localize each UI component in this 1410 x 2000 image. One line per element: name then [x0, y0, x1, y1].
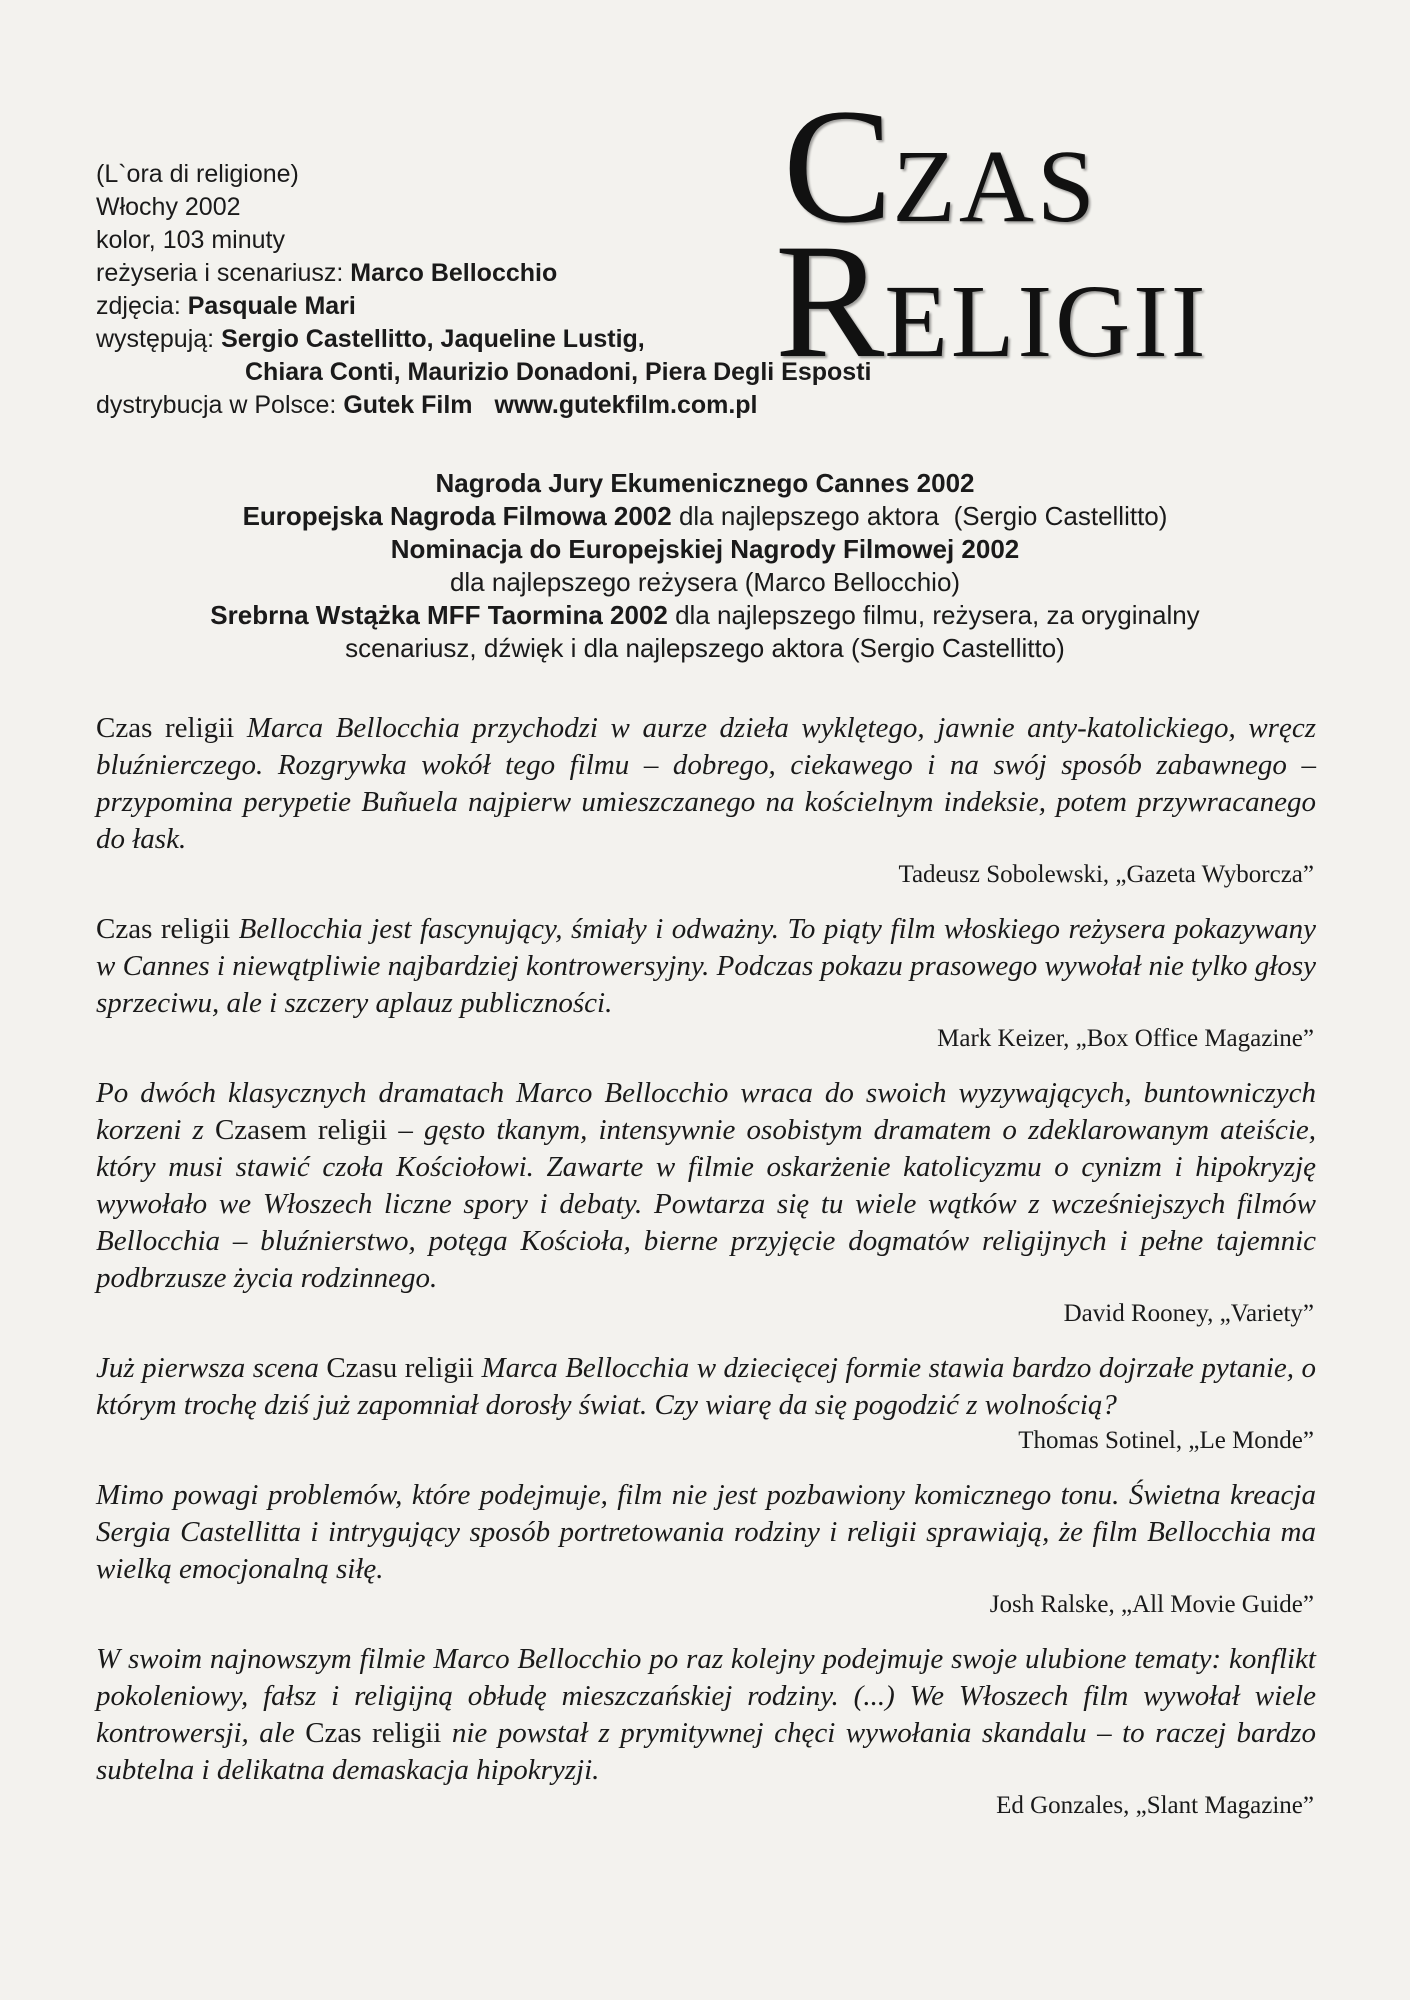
review-film-title: Czas religii	[96, 712, 247, 744]
distribution-row	[96, 389, 1096, 422]
photo-label: zdjęcia:	[96, 292, 188, 320]
review-body: Marca Bellocchia przychodzi w aurze dzieła wyklętego, jawnie anty-katolickiego, wręcz bluźnierczego. Rozgrywka wokół tego filmu – dobrego, ciekawego i na swój sposób zabawnego – przypomina perypetie Buñuela najpierw umieszczanego na kościelnym indeksie, potem przywracanego do łask.	[96, 712, 1316, 855]
cast-line-2: Chiara Conti, Maurizio Donadoni, Piera Degli Esposti	[245, 358, 872, 386]
reviews-block	[96, 710, 1316, 1842]
title-line-2-rest: ELIGII	[884, 264, 1209, 379]
review-text	[96, 1075, 1316, 1297]
award-3	[80, 533, 1330, 566]
award-1	[80, 467, 1330, 500]
award-1-text: Nagroda Jury Ekumenicznego Cannes 2002	[435, 468, 975, 498]
review-source: Thomas Sotinel, „Le Monde”	[1018, 1427, 1314, 1454]
review-body-b: – gęsto tkanym, intensywnie osobistym dramatem o zdeklarowanym ateiście, który musi stawić czoła Kościołowi. Zawarte w filmie oskarżenie katolicyzmu o cynizm i hipokryzję wywołało we Włoszech liczne spory i debaty. Powtarza się tu wiele wątków z wcześniejszych filmów Bellocchia – bluźnierstwo, potęga Kościoła, bierne przyjęcie dogmatów religijnych i pełne tajemnic podbrzusze życia rodzinnego.	[96, 1114, 1316, 1294]
award-4-detail: scenariusz, dźwięk i dla najlepszego aktora (Sergio Castellitto)	[345, 633, 1065, 663]
review-body-b: nie powstał z prymitywnej chęci wywołania skandalu – to raczej bardzo subtelna i delikatna demaskacja hipokryzji.	[96, 1717, 1317, 1786]
review-source: David Rooney, „Variety”	[1063, 1300, 1314, 1327]
review-text	[96, 911, 1316, 1022]
cast-line-1: Sergio Castellitto, Jaqueline Lustig,	[221, 325, 645, 353]
review-source: Josh Ralske, „All Movie Guide”	[989, 1591, 1314, 1618]
cast-row-2	[96, 356, 1096, 389]
photo: Pasquale Mari	[187, 292, 356, 320]
review-body-a: W swoim najnowszym filmie Marco Bellocchio po raz kolejny podejmuje swoje ulubione tematy: konflikt pokoleniowy, fałsz i religijną obłudę mieszczańskiej rodziny. (...) We Włoszech film wywołał wiele kontrowersji, ale	[96, 1643, 1316, 1749]
review-film-title: Czas religii	[305, 1717, 442, 1749]
cast-label: występują:	[96, 325, 222, 353]
review-body: Bellocchia jest fascynujący, śmiały i odważny. To piąty film włoskiego reżysera pokazywany w Cannes i niewątpliwie najbardziej kontrowersyjny. Podczas pokazu prasowego wywołał nie tylko głosy sprzeciwu, ale i szczery aplauz publiczności.	[96, 913, 1316, 1019]
review-body-a: Już pierwsza scena	[96, 1352, 327, 1384]
review-source: Mark Keizer, „Box Office Magazine”	[937, 1025, 1314, 1052]
review	[96, 1641, 1316, 1823]
director-row	[96, 257, 1096, 290]
review-film-title: Czasem religii	[214, 1114, 388, 1146]
distribution-label: dystrybucja w Polsce:	[96, 391, 344, 419]
review-text	[96, 1641, 1316, 1789]
country-year: Włochy 2002	[96, 193, 241, 221]
review	[96, 911, 1316, 1056]
review-film-title: Czas religii	[96, 913, 239, 945]
review-text	[96, 1350, 1316, 1424]
award-4-title: Srebrna Wstążka MFF Taormina 2002	[210, 600, 668, 630]
award-4	[80, 599, 1330, 632]
title-line-1-cap: C	[783, 76, 893, 257]
title-line-2-cap: R	[775, 211, 885, 392]
review-body: Mimo powagi problemów, które podejmuje, film nie jest pozbawiony komicznego tonu. Świetna kreacja Sergia Castellitta i intrygujący sposób portretowania rodziny i religii sprawiają, że film Bellocchia ma wielką emocjonalną siłę.	[96, 1479, 1316, 1585]
review-source: Tadeusz Sobolewski, „Gazeta Wyborcza”	[898, 861, 1314, 888]
award-4-rest: dla najlepszego filmu, reżysera, za oryginalny	[667, 600, 1200, 630]
review-source: Ed Gonzales, „Slant Magazine”	[996, 1792, 1314, 1819]
review	[96, 1350, 1316, 1458]
review	[96, 1477, 1316, 1622]
review-body-a: Po dwóch klasycznych dramatach Marco Bellocchio wraca do swoich wyzywających, buntowniczych korzeni z	[96, 1077, 1316, 1146]
director-label: reżyseria i scenariusz:	[96, 259, 351, 287]
review	[96, 1075, 1316, 1331]
cast-row	[96, 323, 1096, 356]
website: www.gutekfilm.com.pl	[494, 391, 758, 419]
review-film-title: Czasu religii	[326, 1352, 474, 1384]
award-2-rest: dla najlepszego aktora (Sergio Castellitto)	[671, 501, 1168, 531]
distributor: Gutek Film	[343, 391, 473, 419]
title-line-1-rest: ZAS	[892, 129, 1098, 244]
review	[96, 710, 1316, 892]
award-3-detail: dla najlepszego reżysera (Marco Bellocchio)	[449, 567, 961, 597]
review-text	[96, 1477, 1316, 1588]
award-3-title: Nominacja do Europejskiej Nagrody Filmowej 2002	[390, 534, 1020, 564]
director: Marco Bellocchio	[350, 259, 558, 287]
award-2	[80, 500, 1330, 533]
review-body-b: Marca Bellocchia w dziecięcej formie stawia bardzo dojrzałe pytanie, o którym trochę dziś już zapomniał dorosły świat. Czy wiarę da się pogodzić z wolnością?	[96, 1352, 1316, 1421]
credits-block	[96, 158, 1096, 422]
format: kolor, 103 minuty	[96, 226, 285, 254]
awards-block	[80, 467, 1330, 665]
review-text	[96, 710, 1316, 858]
photo-row	[96, 290, 1096, 323]
award-2-title: Europejska Nagroda Filmowa 2002	[242, 501, 672, 531]
original-title: (L`ora di religione)	[96, 160, 299, 188]
